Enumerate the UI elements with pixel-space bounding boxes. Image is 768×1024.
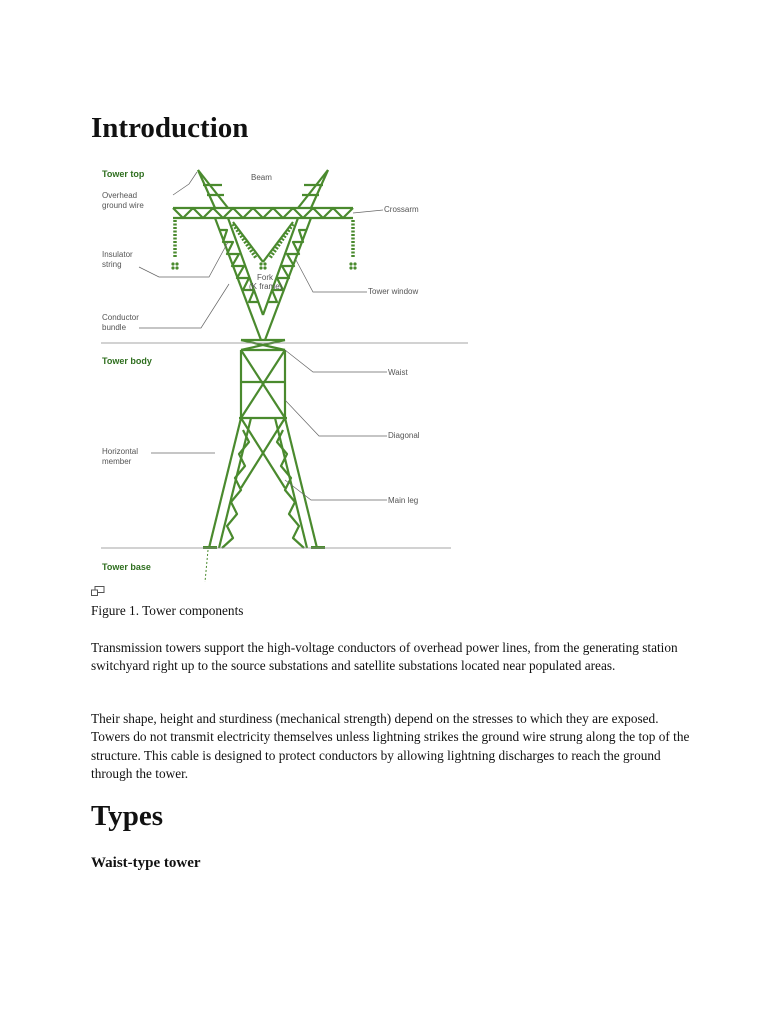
label-horizontal-member-2: member (102, 457, 132, 466)
tower-components-figure (91, 150, 471, 585)
label-beam: Beam (251, 173, 272, 182)
section-heading-introduction: Introduction (91, 112, 249, 144)
label-tower-top: Tower top (102, 169, 145, 179)
label-overhead-ground-wire-2: ground wire (102, 201, 144, 210)
label-insulator-string-2: string (102, 260, 122, 269)
figure-caption: Figure 1. Tower components (91, 603, 244, 618)
label-tower-body: Tower body (102, 356, 152, 366)
label-overhead-ground-wire-1: Overhead (102, 191, 138, 200)
label-diagonal: Diagonal (388, 431, 420, 440)
label-insulator-string-1: Insulator (102, 250, 133, 259)
label-horizontal-member-1: Horizontal (102, 447, 139, 456)
label-tower-base: Tower base (102, 562, 151, 572)
label-conductor-bundle-1: Conductor (102, 313, 139, 322)
label-fork-2: (K frame) (249, 282, 283, 291)
subheading-waist-type-tower: Waist-type tower (91, 855, 201, 871)
section-heading-types: Types (91, 800, 163, 832)
label-conductor-bundle-2: bundle (102, 323, 127, 332)
label-main-leg: Main leg (388, 496, 419, 505)
label-waist: Waist (388, 368, 408, 377)
expand-image-icon[interactable] (91, 586, 105, 596)
paragraph-intro-1: Transmission towers support the high-voltage conductors of overhead power lines, from the generating station switchyard right up to the source substations and satellite substations located near populated areas. (91, 640, 678, 674)
label-tower-window: Tower window (368, 287, 419, 296)
label-crossarm: Crossarm (384, 205, 419, 214)
label-fork-1: Fork (257, 273, 273, 282)
paragraph-intro-2: Their shape, height and sturdiness (mechanical strength) depend on the stresses to which they are exposed. Towers do not transmit electricity themselves unless lightning strikes the ground wire strung along the top of the structure. This cable is designed to protect conductors by allowing lightning discharges to reach the ground through the tower. (91, 711, 690, 781)
